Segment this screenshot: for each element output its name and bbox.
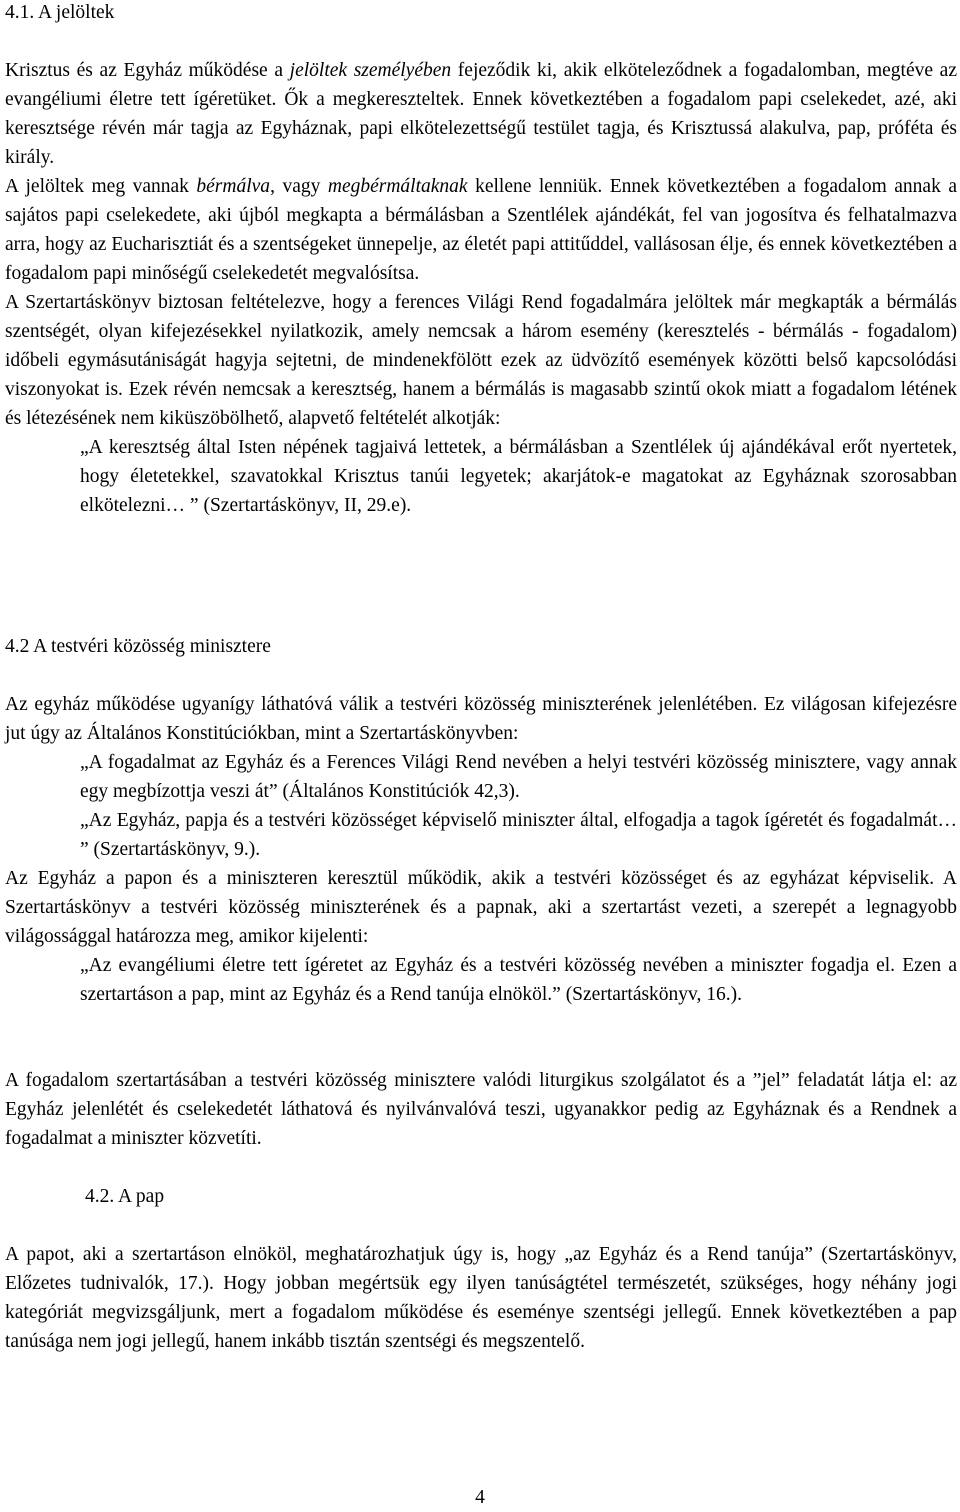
emphasis-text: megbérmáltaknak	[327, 176, 468, 197]
section-body-pap	[5, 1240, 957, 1356]
section-heading-jeloltek: 4.1. A jelöltek	[5, 2, 115, 23]
emphasis-text: bérmálva	[196, 176, 271, 197]
section-body-jeloltek	[5, 56, 957, 520]
paragraph: Az Egyház a papon és a miniszteren keresztül működik, akik a testvéri közösséget és az egyházat képviselik. A Szertartáskönyv a testvéri közösség miniszterének és a papnak, aki a szertartást vezeti, a szerepét a legnagyobb világossággal határozza meg, amikor kijelenti:	[5, 868, 957, 947]
section-heading-miniszter: 4.2 A testvéri közösség minisztere	[5, 636, 271, 657]
section-heading-pap: 4.2. A pap	[85, 1186, 165, 1207]
paragraph: A Szertartáskönyv biztosan feltételezve, hogy a ferences Világi Rend fogadalmára jelöltek már megkapták a bérmálás szentségét, olyan kifejezésekkel nyilatkozik, amely nemcsak a három esemény (keresztelés - bérmálás - fogadalom) időbeli egymásutániságát hagyja sejtetni, de mindenekfölött ezek az üdvözítő események közötti belső kapcsolódási viszonyokat is. Ezek révén nemcsak a keresztség, hanem a bérmálás is magasabb szintű okok miatt a fogadalom létének és létezésének nem kiküszöbölhető, alapvető feltételét alkotják:	[5, 292, 957, 429]
page-number: 4	[475, 1487, 485, 1508]
section-body-miniszter-cont	[5, 1066, 957, 1153]
section-body-miniszter	[5, 690, 957, 1009]
text-run: , vagy	[270, 176, 328, 197]
text-run: kellene lenniük. Ennek következtében a fogadalom annak a sajátos papi cselekedete, aki újból megkapta a bérmálásban a Szentlélek ajándékát, fel van jogosítva és felhatalmazva arra, hogy az Eucharisztiát és a szentségeket ünnepelje, az életét papi attitűddel, vallásosan élje, és ennek következtében a fogadalom papi minőségű cselekedetét megvalósítsa.	[5, 176, 957, 284]
block-quote: „A keresztség által Isten népének tagjaivá lettetek, a bérmálásban a Szentlélek új ajándékával erőt nyertetek, hogy életetekkel, szavatokkal Krisztus tanúi legyetek; akarjátok-e magatokat az Egyháznak szorosabban elkötelezni… ” (Szertartáskönyv, II, 29.e).	[80, 437, 957, 516]
emphasis-text: jelöltek személyében	[289, 60, 452, 81]
text-run: A jelöltek meg vannak	[5, 176, 197, 197]
paragraph: A fogadalom szertartásában a testvéri közösség minisztere valódi liturgikus szolgálatot és a ”jel” feladatát látja el: az Egyház jelenlétét és cselekedetét láthatová és nyilvánvalóvá teszi, ugyanakkor pedig az Egyháznak és a Rendnek a fogadalmat a miniszter közvetíti.	[5, 1070, 957, 1149]
paragraph: Az egyház működése ugyanígy láthatóvá válik a testvéri közösség miniszterének jelenlétében. Ez világosan kifejezésre jut úgy az Általános Konstitúciókban, mint a Szertartáskönyvben:	[5, 694, 957, 744]
paragraph	[5, 172, 957, 288]
block-quote: „Az Egyház, papja és a testvéri közösséget képviselő miniszter által, elfogadja a tagok ígéretét és fogadalmát… ” (Szertartáskönyv, 9.).	[80, 810, 957, 860]
text-run: Krisztus és az Egyház működése a	[5, 60, 290, 81]
text-run: fejeződik ki, akik elköteleződnek a fogadalomban, megtéve az evangéliumi életre tett ígéretüket. Ők a megkereszteltek. Ennek következtében a fogadalom papi cselekedet, azé, aki keresztsége révén már tagja az Egyháznak, papi elkötelezettségű testület tagja, és Krisztussá alakulva, pap, próféta és király.	[5, 60, 957, 168]
block-quote: „A fogadalmat az Egyház és a Ferences Világi Rend nevében a helyi testvéri közösség minisztere, vagy annak egy megbízottja veszi át” (Általános Konstitúciók 42,3).	[80, 752, 957, 802]
block-quote: „Az evangéliumi életre tett ígéretet az Egyház és a testvéri közösség nevében a miniszter fogadja el. Ezen a szertartáson a pap, mint az Egyház és a Rend tanúja elnököl.” (Szertartáskönyv, 16.).	[80, 955, 957, 1005]
paragraph: A papot, aki a szertartáson elnököl, meghatározhatjuk úgy is, hogy „az Egyház és a Rend tanúja” (Szertartáskönyv, Előzetes tudnivalók, 17.). Hogy jobban megértsük egy ilyen tanúságtétel természetét, szükséges, hogy néhány jogi kategóriát megvizsgáljunk, mert a fogadalom működése és eseménye szentségi jellegű. Ennek következtében a pap tanúsága nem jogi jellegű, hanem inkább tisztán szentségi és megszentelő.	[5, 1244, 957, 1352]
paragraph	[5, 56, 957, 172]
